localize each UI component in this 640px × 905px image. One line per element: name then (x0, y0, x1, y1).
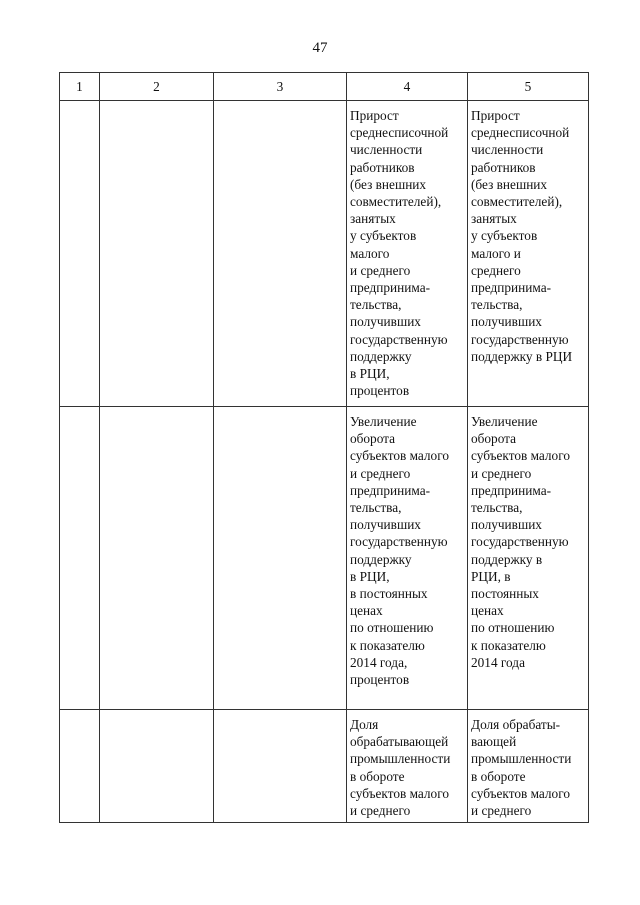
header-col-3: 3 (214, 73, 347, 101)
indicator-text: Доля обрабаты- вающей промышленности в обороте субъектов малого и среднего (471, 717, 572, 819)
indicators-table (59, 72, 589, 823)
header-col-5: 5 (468, 73, 589, 101)
cell-col-5 (468, 101, 589, 407)
indicator-text: Прирост среднесписочной численности работников (без внешних совместителей), занятых у субъектов малого и среднего предпринима- тельства, получивших государственную поддержку в РЦИ (471, 108, 573, 364)
table-row (60, 710, 589, 823)
cell-col-1 (60, 101, 100, 407)
header-col-2: 2 (100, 73, 214, 101)
cell-col-3 (214, 101, 347, 407)
cell-col-1 (60, 407, 100, 710)
cell-col-2 (100, 407, 214, 710)
indicator-text: Увеличение оборота субъектов малого и среднего предпринима- тельства, получивших государственную поддержку в РЦИ, в постоянных ценах по отношению к показателю 2014 года (471, 414, 570, 670)
cell-col-3 (214, 407, 347, 710)
cell-col-4 (347, 407, 468, 710)
table-row (60, 407, 589, 710)
cell-col-4 (347, 710, 468, 823)
cell-col-5 (468, 710, 589, 823)
cell-col-4 (347, 101, 468, 407)
header-col-1: 1 (60, 73, 100, 101)
indicator-text: Доля обрабатывающей промышленности в обороте субъектов малого и среднего (350, 717, 451, 819)
page-number: 47 (312, 40, 328, 56)
header-col-4: 4 (347, 73, 468, 101)
cell-col-1 (60, 710, 100, 823)
cell-col-5 (468, 407, 589, 710)
table-row (60, 101, 589, 407)
cell-col-2 (100, 101, 214, 407)
cell-col-2 (100, 710, 214, 823)
indicator-text: Увеличение оборота субъектов малого и среднего предпринима- тельства, получивших государственную поддержку в РЦИ, в постоянных ценах по отношению к показателю 2014 года, процентов (350, 414, 449, 688)
indicator-text: Прирост среднесписочной численности работников (без внешних совместителей), занятых у субъектов малого и среднего предпринима- тельства, получивших государственную поддержку в РЦИ, процентов (350, 108, 449, 399)
header-row (60, 73, 589, 101)
cell-col-3 (214, 710, 347, 823)
